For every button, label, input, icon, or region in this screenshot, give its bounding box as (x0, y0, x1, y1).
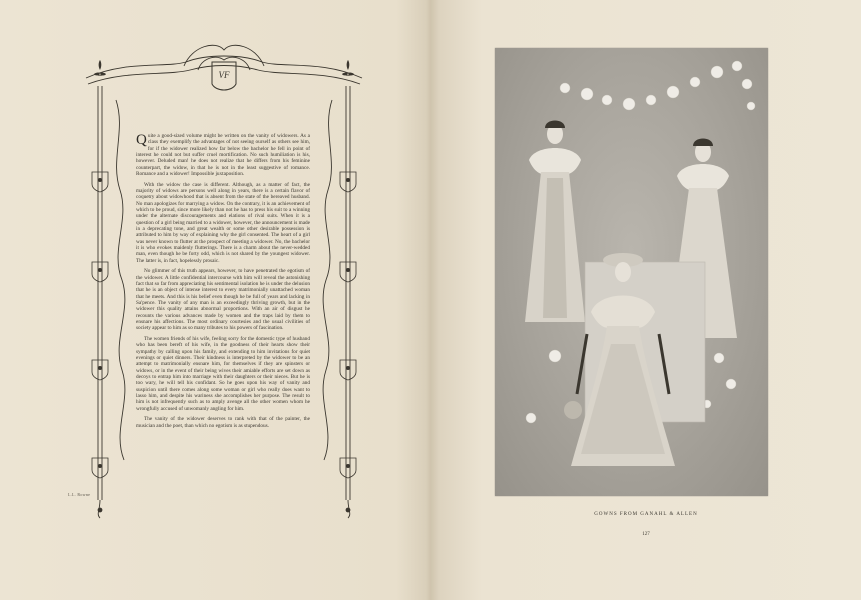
illustrator-signature: L.L. Rowne (68, 492, 91, 497)
fashion-plate-illustration (495, 48, 768, 496)
right-page (431, 0, 861, 600)
drop-cap: Q (136, 132, 147, 148)
plate-caption: GOWNS FROM GANAHL & ALLEN (594, 512, 698, 517)
article-text (136, 133, 310, 433)
gowns-illustration (495, 48, 768, 496)
article-paragraph-5: The vanity of the widower deserves to rank with that of the painter, the musician and the poet, than which no egotism is as stupendous. (136, 416, 310, 429)
left-page (0, 0, 430, 600)
article-paragraph-4: The women friends of his wife, feeling sorry for the domestic type of husband who has been bereft of his wife, in the goodness of their hearts show their sympathy by calling upon his family, and extending to him invitations for quiet evenings or quiet dinners. Their kindness is interpreted by the widower to be an attempt to matrimonially ensnare him, for themselves if they are spinsters or widows, or in the event of their being wives their amiable efforts are set down as decoys to entrap him into marriage with their daughters or their nieces. But he is too wary, he will tell his confidant. So he goes upon his way of vanity and suspicion until there comes along some woman or girl who really does want to lasso him, and despite his wariness she accomplishes her purpose. The result to him is not infrequently such as to amply avenge all the other women whom he wrongfully accused of unwomanly angling for him. (136, 335, 310, 412)
article-paragraph-1: Quite a good-sized volume might be written on the vanity of widowers. As a class they exemplify the advantages of not seeing ourself as others see him, for if the widower realized how far below the bachelor he fell in point of interest he could not but suffer cruel mortification. No such humiliation is his, however. Deluded man! he does not realize that he differs from his feminine counterpart, the widow, in that he is not in the least suggestive of romance. Romance and a widower! Impossible juxtaposition. (136, 132, 310, 178)
article-paragraph-2: With the widow the case is different. Although, as a matter of fact, the majority of widows are persons well along in years, there is a certain flavor of coquetry about widowhood that is absent from the state of the bereaved husband. No man apologizes for marrying a widow. On the contrary, it is an achievement of which to be proud, since more likely than not he has to press his suit to a winning under the alternate discouragements and elations of rival suits. When it is a question of a girl being married to a widower, however, the announcement is made in a deprecating tone, and great wealth or some other desirable possession is attributed to him by way of explaining why the girl consented. The heart of a girl was never known to flutter at the prospect of meeting a widower. No, the bachelor it is who evokes maidenly flutterings. There is a charm about the never-wedded man, even though he be forty odd, which is not shared by the youngest widower. The latter is, in fact, hopelessly prosaic. (136, 181, 310, 264)
svg-text:VF: VF (218, 70, 230, 80)
page-number: 127 (642, 532, 650, 537)
article-paragraph-3: No glimmer of this truth appears, however, to have penetrated the egotism of the widower. A little confidential intercourse with him will reveal the astonishing fact that so far from appreciating his sentimental isolation he is under the delusion that he is an object of intense interest to every matrimonially unattached woman that he meets. And this is his belief even though he be full of years and lacking in Sa'pence. The vanity of any man is an exceedingly thriving growth, but in the widower this quality attains abnormal proportions. With an air of disgust he recounts the various advances made by women and the traps laid by them to ensnare his affections. The most ordinary courtesies and the usual civilities of society appear to him as so many tributes to his powers of fascination. (136, 268, 310, 332)
